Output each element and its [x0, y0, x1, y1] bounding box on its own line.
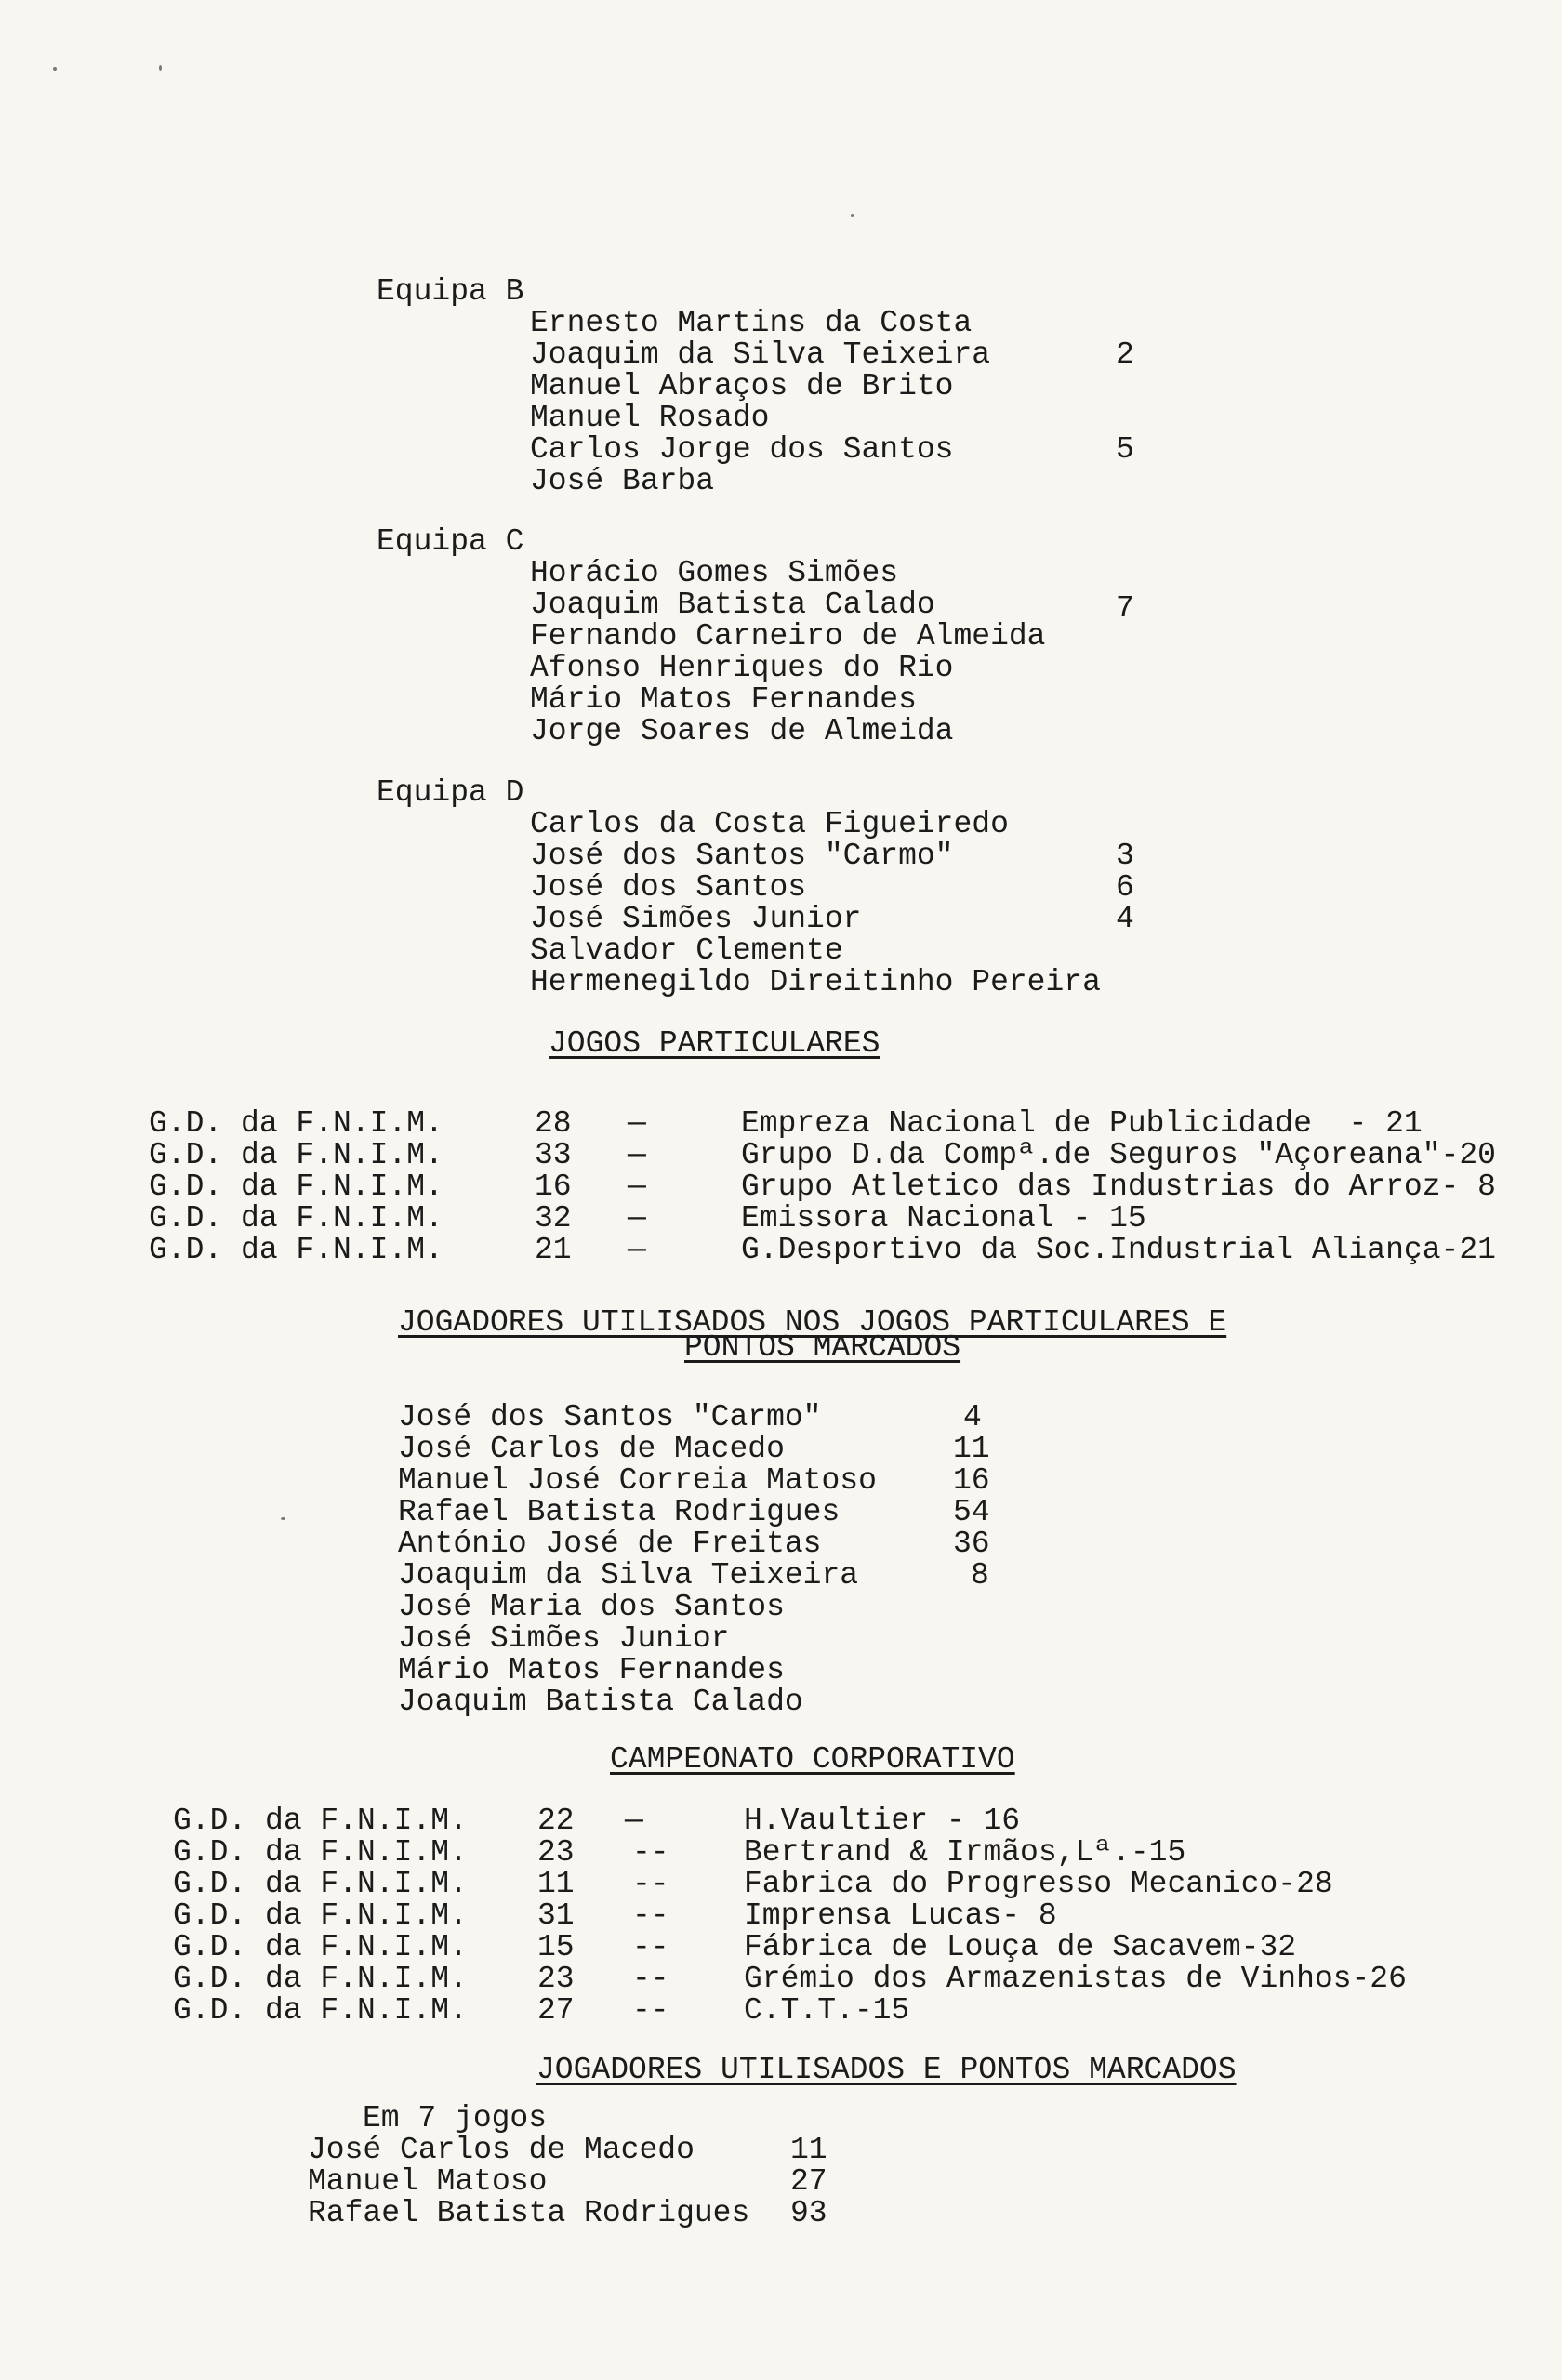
match-team: G.D. da F.N.I.M.: [173, 1930, 468, 1964]
player-name: Carlos Jorge dos Santos: [530, 432, 954, 467]
scorer-points: 93: [790, 2196, 827, 2230]
match-score: 23: [537, 1835, 575, 1870]
scorer-name: Joaquim da Silva Teixeira: [398, 1558, 859, 1593]
match-score: 28: [535, 1106, 572, 1141]
match-opponent: C.T.T.-15: [744, 1993, 910, 2028]
match-dash: --: [632, 1962, 669, 1996]
team-b-label: Equipa B: [377, 274, 524, 309]
match-opponent: Fabrica do Progresso Mecanico-28: [744, 1867, 1333, 1901]
player-name: José dos Santos "Carmo": [530, 839, 954, 873]
scorer-points: 54: [953, 1495, 990, 1529]
match-team: G.D. da F.N.I.M.: [173, 1804, 468, 1838]
section-heading-jogadores-campeonato: JOGADORES UTILISADOS E PONTOS MARCADOS: [536, 2053, 1237, 2087]
section-heading-jogadores-particulares: JOGADORES UTILISADOS NOS JOGOS PARTICULARES E: [398, 1305, 1227, 1340]
match-team: G.D. da F.N.I.M.: [173, 1993, 468, 2028]
player-name: Fernando Carneiro de Almeida: [530, 619, 1046, 654]
match-score: 31: [537, 1898, 575, 1933]
scan-speck: [851, 214, 854, 217]
match-dash: —: [625, 1804, 643, 1838]
match-team: G.D. da F.N.I.M.: [149, 1201, 443, 1236]
scorer-points: 11: [790, 2133, 827, 2167]
scorer-name: José dos Santos "Carmo": [398, 1400, 822, 1435]
scorer-points: 36: [953, 1527, 990, 1561]
scorer-points: 8: [971, 1558, 989, 1593]
player-name: Hermenegildo Direitinho Pereira: [530, 965, 1101, 999]
scan-speck: [159, 65, 162, 71]
player-name: José Simões Junior: [530, 902, 862, 936]
match-score: 21: [535, 1233, 572, 1267]
match-team: G.D. da F.N.I.M.: [149, 1138, 443, 1172]
scorer-name: José Simões Junior: [398, 1621, 730, 1656]
match-dash: --: [632, 1930, 669, 1964]
player-points: 7: [1116, 591, 1134, 626]
match-opponent: H.Vaultier - 16: [744, 1804, 1021, 1838]
player-name: José Barba: [530, 464, 715, 498]
player-name: Manuel Rosado: [530, 401, 770, 435]
scorer-name: Manuel Matoso: [308, 2164, 548, 2199]
match-opponent: G.Desportivo da Soc.Industrial Aliança-21: [741, 1233, 1496, 1267]
player-name: Horácio Gomes Simões: [530, 556, 899, 590]
match-opponent: Empreza Nacional de Publicidade - 21: [741, 1106, 1423, 1141]
section-heading-jogos-particulares: JOGOS PARTICULARES: [549, 1026, 880, 1061]
match-dash: --: [632, 1993, 669, 2028]
player-name: Afonso Henriques do Rio: [530, 651, 954, 685]
match-team: G.D. da F.N.I.M.: [149, 1233, 443, 1267]
match-dash: —: [628, 1201, 646, 1236]
scorer-name: Rafael Batista Rodrigues: [308, 2196, 750, 2230]
match-opponent: Bertrand & Irmãos,Lª.-15: [744, 1835, 1186, 1870]
player-name: José dos Santos: [530, 870, 807, 905]
match-team: G.D. da F.N.I.M.: [149, 1170, 443, 1204]
match-opponent: Imprensa Lucas- 8: [744, 1898, 1057, 1933]
scorer-points: 4: [963, 1400, 982, 1435]
match-score: 11: [537, 1867, 575, 1901]
player-points: 4: [1116, 902, 1134, 936]
match-dash: —: [628, 1170, 646, 1204]
team-d-label: Equipa D: [377, 775, 524, 810]
scorer-name: José Maria dos Santos: [398, 1590, 785, 1624]
match-opponent: Fábrica de Louça de Sacavem-32: [744, 1930, 1297, 1964]
match-score: 32: [535, 1201, 572, 1236]
match-dash: —: [628, 1233, 646, 1267]
match-opponent: Grupo Atletico das Industrias do Arroz- 8: [741, 1170, 1496, 1204]
scorer-points: 11: [953, 1432, 990, 1466]
match-dash: --: [632, 1898, 669, 1933]
player-points: 5: [1116, 432, 1134, 467]
player-name: Carlos da Costa Figueiredo: [530, 807, 1009, 841]
match-score: 16: [535, 1170, 572, 1204]
match-dash: --: [632, 1835, 669, 1870]
match-team: G.D. da F.N.I.M.: [149, 1106, 443, 1141]
player-name: Ernesto Martins da Costa: [530, 306, 973, 340]
match-score: 23: [537, 1962, 575, 1996]
match-team: G.D. da F.N.I.M.: [173, 1962, 468, 1996]
match-opponent: Emissora Nacional - 15: [741, 1201, 1146, 1236]
player-name: Manuel Abraços de Brito: [530, 369, 954, 403]
games-count-note: Em 7 jogos: [363, 2101, 548, 2135]
match-score: 27: [537, 1993, 575, 2028]
scorer-name: Rafael Batista Rodrigues: [398, 1495, 841, 1529]
scorer-name: Manuel José Correia Matoso: [398, 1463, 877, 1498]
match-opponent: Grupo D.da Compª.de Seguros "Açoreana"-20: [741, 1138, 1496, 1172]
player-name: Joaquim Batista Calado: [530, 588, 935, 622]
section-heading-pontos-marcados: PONTOS MARCADOS: [684, 1330, 961, 1365]
match-team: G.D. da F.N.I.M.: [173, 1867, 468, 1901]
scorer-points: 27: [790, 2164, 827, 2199]
scorer-name: António José de Freitas: [398, 1527, 822, 1561]
scorer-name: Joaquim Batista Calado: [398, 1685, 803, 1719]
match-score: 22: [537, 1804, 575, 1838]
section-heading-campeonato: CAMPEONATO CORPORATIVO: [610, 1742, 1015, 1777]
scorer-name: José Carlos de Macedo: [308, 2133, 695, 2167]
player-name: Jorge Soares de Almeida: [530, 714, 954, 748]
match-dash: --: [632, 1867, 669, 1901]
match-score: 15: [537, 1930, 575, 1964]
player-name: Mário Matos Fernandes: [530, 682, 917, 717]
match-opponent: Grémio dos Armazenistas de Vinhos-26: [744, 1962, 1407, 1996]
player-points: 6: [1116, 870, 1134, 905]
player-name: Salvador Clemente: [530, 933, 843, 968]
player-points: 3: [1116, 839, 1134, 873]
match-score: 33: [535, 1138, 572, 1172]
match-dash: —: [628, 1138, 646, 1172]
scan-speck: [281, 1517, 285, 1520]
scan-speck: [53, 67, 57, 71]
scorer-points: 16: [953, 1463, 990, 1498]
scorer-name: José Carlos de Macedo: [398, 1432, 785, 1466]
team-c-label: Equipa C: [377, 524, 524, 559]
match-dash: —: [628, 1106, 646, 1141]
player-points: 2: [1116, 337, 1134, 372]
match-team: G.D. da F.N.I.M.: [173, 1835, 468, 1870]
scorer-name: Mário Matos Fernandes: [398, 1653, 785, 1687]
match-team: G.D. da F.N.I.M.: [173, 1898, 468, 1933]
player-name: Joaquim da Silva Teixeira: [530, 337, 991, 372]
